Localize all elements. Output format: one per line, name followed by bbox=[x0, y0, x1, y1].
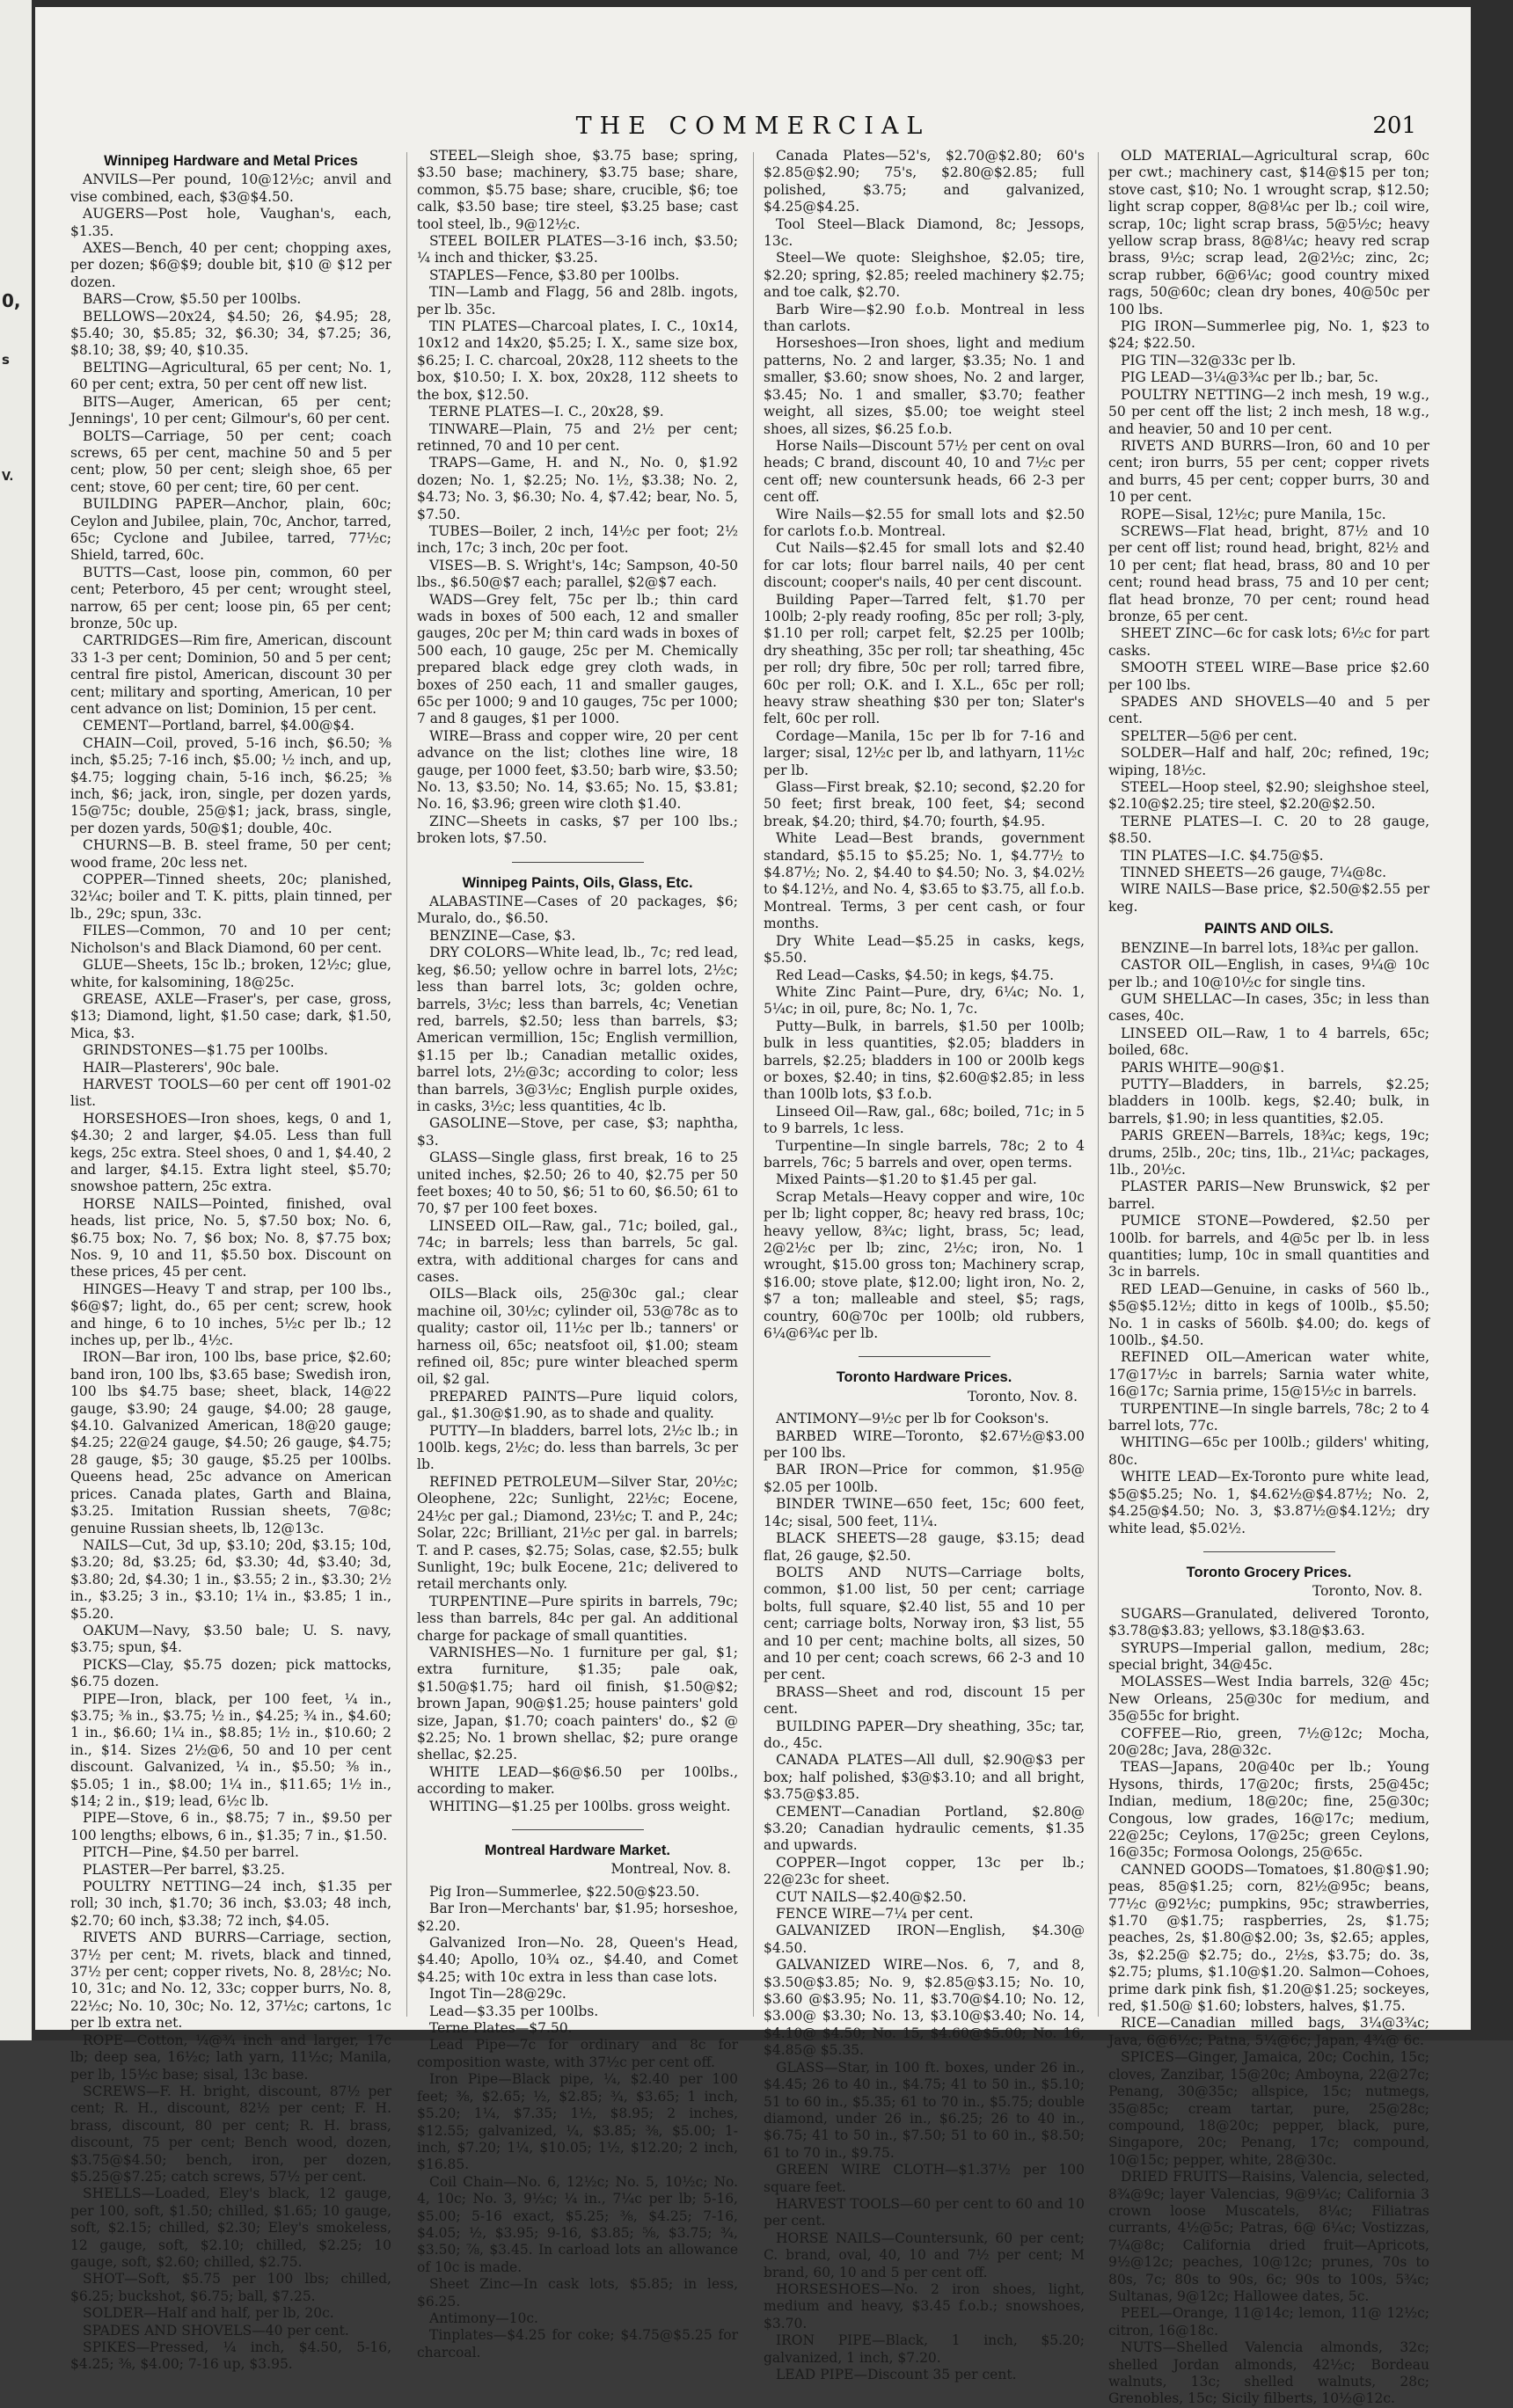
price-entry: STEEL—Hoop steel, $2.90; sleighshoe steel, $2.10@$2.25; tire steel, $2.20@$2.50. bbox=[1108, 779, 1429, 813]
price-entry: BLACK SHEETS—28 gauge, $3.15; dead flat, 26 gauge, $2.50. bbox=[764, 1530, 1085, 1564]
section-heading: Winnipeg Paints, Oils, Glass, Etc. bbox=[462, 874, 693, 891]
price-entry: TURPENTINE—In single barrels, 78c; 2 to 4 barrel lots, 77c. bbox=[1108, 1400, 1429, 1434]
price-entry: TINWARE—Plain, 75 and 2½ per cent; retinned, 70 and 10 per cent. bbox=[417, 420, 738, 454]
price-entry: WIRE NAILS—Base price, $2.50@$2.55 per keg. bbox=[1108, 881, 1429, 915]
price-entry: TURPENTINE—Pure spirits in barrels, 79c; less than barrels, 84c per gal. An additional charge for package of small quantities. bbox=[417, 1593, 738, 1644]
price-entry: HARVEST TOOLS—60 per cent to 60 and 10 per cent. bbox=[764, 2195, 1085, 2229]
price-entry: Iron Pipe—Black pipe, ¼, $2.40 per 100 feet; ⅜, $2.65; ½, $2.85; ¾, $3.65; 1 inch, $5.20; 1¼, $7.35; 1½, $8.95; 2 inches, $12.55; galvanized, ¼, $3.85; ⅜, $5.00; 1-inch, $7.20; 1¼, $10.05; 1½, $12.20; 2 inch, $16.85. bbox=[417, 2071, 738, 2173]
price-entry: TINNED SHEETS—26 gauge, 7¼@8c. bbox=[1121, 865, 1387, 881]
price-entry: LINSEED OIL—Raw, gal., 71c; boiled, gal., 74c; in barrels; less than barrels, 5c gal. extra, with additional charges for cans and cases. bbox=[417, 1217, 738, 1285]
price-entry: SHEET ZINC—6c for cask lots; 6½c for part casks. bbox=[1108, 625, 1429, 659]
price-entry: WADS—Grey felt, 75c per lb.; thin card wads in boxes of 500 each, 12 and smaller gauges, 20c per M; thin card wads in boxes of 500 each, 10 gauge, 25c per M. Chemically prepared black edge grey cloth wads, in boxes of 250 each, 11 and smaller gauges, 65c per 1000; 9 and 10 gauges, 75c per 1000; 7 and 8 gauges, $1 per 1000. bbox=[417, 591, 738, 727]
price-entry: FENCE WIRE—7¼ per cent. bbox=[776, 1906, 974, 1923]
price-entry: ANTIMONY—9½c per lb for Cookson's. bbox=[776, 1411, 1049, 1427]
price-entry: Dry White Lead—$5.25 in casks, kegs, $5.50. bbox=[764, 932, 1085, 967]
price-entry: BUILDING PAPER—Anchor, plain, 60c; Ceylon and Jubilee, plain, 70c, Anchor, tarred, 65c; Cyclone and Jubilee, tarred, 77½c; Shield, tarred, 60c. bbox=[70, 496, 391, 564]
price-entry: CUT NAILS—$2.40@$2.50. bbox=[776, 1888, 967, 1905]
price-entry: VISES—B. S. Wright's, 14c; Sampson, 40-50 lbs., $6.50@$7 each; parallel, $2@$7 each. bbox=[417, 557, 738, 591]
price-entry: BELLOWS—20x24, $4.50; 26, $4.95; 28, $5.40; 30, $5.85; 32, $6.30; 34, $7.25; 36, $8.10; 38, $9; 40, $10.35. bbox=[70, 308, 391, 359]
price-entry: Terne Plates—$7.50. bbox=[429, 2020, 573, 2037]
price-entry: Wire Nails—$2.55 for small lots and $2.50 for carlots f.o.b. Montreal. bbox=[764, 506, 1085, 539]
price-entry: SUGARS—Granulated, delivered Toronto, $3.78@$3.83; yellows, $3.18@$3.63. bbox=[1108, 1605, 1429, 1639]
price-entry: SHOT—Soft, $5.75 per 100 lbs; chilled, $6.25; buckshot, $6.75; ball, $7.25. bbox=[70, 2271, 391, 2304]
column-3 bbox=[764, 148, 1085, 2382]
dateline: Toronto, Nov. 8. bbox=[967, 1388, 1078, 1405]
price-entry: Glass—First break, $2.10; second, $2.20 for 50 feet; first break, 100 feet, $4; second break, $4.20; third, $4.70; fourth, $4.95. bbox=[764, 779, 1085, 829]
price-entry: LEAD PIPE—Discount 35 per cent. bbox=[776, 2367, 1017, 2382]
binding-fragment: V. bbox=[2, 471, 14, 484]
price-entry: PARIS GREEN—Barrels, 18¾c; kegs, 19c; drums, 25lb., 20c; tins, 1lb., 21¼c; packages, 1lb., 20½c. bbox=[1108, 1127, 1429, 1178]
price-entry: Cut Nails—$2.45 for small lots and $2.40 for car lots; flour barrel nails, 40 per cent discount; cooper's nails, 40 per cent discount. bbox=[764, 540, 1085, 591]
price-entry: Barb Wire—$2.90 f.o.b. Montreal in less than carlots. bbox=[764, 301, 1085, 335]
price-entry: IRON PIPE—Black, 1 inch, $5.20; galvanized, 1 inch, $7.20. bbox=[764, 2332, 1085, 2366]
page-header bbox=[35, 113, 1471, 148]
section-heading: Toronto Grocery Prices. bbox=[1186, 1564, 1352, 1580]
price-entry: LINSEED OIL—Raw, 1 to 4 barrels, 65c; boiled, 68c. bbox=[1108, 1025, 1429, 1059]
price-entry: PLASTER—Per barrel, $3.25. bbox=[83, 1861, 285, 1878]
price-entry: CANADA PLATES—All dull, $2.90@$3 per box; half polished, $3@$3.10; and all bright, $3.75@$3.85. bbox=[764, 1752, 1085, 1803]
price-entry: NAILS—Cut, 3d up, $3.10; 20d, $3.15; 10d, $3.20; 8d, $3.25; 6d, $3.30; 4d, $3.40; 3d, $3.80; 2d, $4.30; 1 in., $3.55; 2 in., $3.30; 2½ in., $3.25; 3 in., $3.10; 1¼ in., $3.85; 1 in., $5.20. bbox=[70, 1536, 391, 1622]
price-entry: GLASS—Single glass, first break, 16 to 25 united inches, $2.50; 26 to 40, $2.75 per 50 feet boxes; 40 to 50, $6; 51 to 60, $6.50; 61 to 70, $7 per 100 feet boxes. bbox=[417, 1149, 738, 1217]
price-entry: Horseshoes—Iron shoes, light and medium patterns, No. 2 and larger, $3.35; No. 1 and smaller, $3.60; snow shoes, No. 2 and larger, $3.45; No. 1 and smaller, $3.70; feather weight, all sizes, $5.00; toe weight steel shoes, all sizes, $6.25 f.o.b. bbox=[764, 335, 1085, 437]
price-entry: Turpentine—In single barrels, 78c; 2 to 4 barrels, 76c; 5 barrels and over, open terms. bbox=[764, 1137, 1085, 1171]
price-entry: Lead Pipe—7c for ordinary and 8c for composition waste, with 37½c per cent off. bbox=[417, 2037, 738, 2070]
price-entry: Linseed Oil—Raw, gal., 68c; boiled, 71c; in 5 to 9 barrels, 1c less. bbox=[764, 1103, 1085, 1137]
price-entry: STEEL BOILER PLATES—3-16 inch, $3.50; ¼ inch and thicker, $3.25. bbox=[417, 233, 738, 266]
price-entry: SPADES AND SHOVELS—40 per cent. bbox=[83, 2322, 349, 2339]
price-entry: AUGERS—Post hole, Vaughan's, each, $1.35. bbox=[70, 206, 391, 239]
price-entry: PREPARED PAINTS—Pure liquid colors, gal., $1.30@$1.90, as to shade and quality. bbox=[417, 1388, 738, 1422]
price-entry: GREASE, AXLE—Fraser's, per case, gross, $13; Diamond, light, $1.50 case; dark, $1.50, Mica, $3. bbox=[70, 990, 391, 1041]
price-entry: GUM SHELLAC—In cases, 35c; in less than cases, 40c. bbox=[1108, 990, 1429, 1025]
page-number: 201 bbox=[1372, 113, 1416, 139]
section-heading: Winnipeg Hardware and Metal Prices bbox=[104, 153, 358, 169]
section-heading: Toronto Hardware Prices. bbox=[836, 1369, 1012, 1386]
price-entry: HAIR—Plasterers', 90c bale. bbox=[83, 1059, 280, 1076]
price-entry: BRASS—Sheet and rod, discount 15 per cent. bbox=[764, 1683, 1085, 1718]
price-entry: Tinplates—$4.25 for coke; $4.75@$5.25 for charcoal. bbox=[417, 2327, 738, 2361]
price-entry: OAKUM—Navy, $3.50 bale; U. S. navy, $3.75; spun, $4. bbox=[70, 1622, 391, 1656]
price-entry: TERNE PLATES—I. C. 20 to 28 gauge, $8.50. bbox=[1108, 813, 1429, 847]
price-entry: Horse Nails—Discount 57½ per cent on oval heads; C brand, discount 40, 10 and 7½c per cent off; new countersunk heads, 66 2-3 per cent off. bbox=[764, 437, 1085, 506]
price-entry: HARVEST TOOLS—60 per cent off 1901-02 list. bbox=[70, 1076, 391, 1110]
price-entry: COPPER—Ingot copper, 13c per lb.; 22@23c for sheet. bbox=[764, 1854, 1085, 1888]
binding-fragment: 0, bbox=[2, 290, 21, 311]
price-entry: BENZINE—In barrel lots, 18¾c per gallon. bbox=[1121, 939, 1420, 956]
price-entry: PIG TIN—32@33c per lb. bbox=[1121, 352, 1297, 368]
price-entry: GALVANIZED IRON—English, $4.30@ $4.50. bbox=[764, 1923, 1085, 1956]
price-entry: BINDER TWINE—650 feet, 15c; 600 feet, 14c; sisal, 500 feet, 11¼. bbox=[764, 1496, 1085, 1529]
price-entry: GALVANIZED WIRE—Nos. 6, 7, and 8, $3.50@$3.85; No. 9, $2.85@$3.15; No. 10, $3.60 @$3.95; No. 11, $3.70@$4.10; No. 12, $3.00@ $3.30; No. 13, $3.10@$3.40; No. 14, $4.10@ $4.50; No. 15, $4.60@$5.00; No. 16, $4.85@ $5.35. bbox=[764, 1957, 1085, 2059]
section-separator bbox=[512, 862, 644, 863]
price-entry: WHITE LEAD—$6@$6.50 per 100lbs., according to maker. bbox=[417, 1763, 738, 1798]
price-entry: BENZINE—Case, $3. bbox=[429, 927, 576, 944]
price-entry: PUTTY—Bladders, in barrels, $2.25; bladders in 100lb. kegs, $2.40; bulk, in barrels, $1.90; in less quantities, $2.05. bbox=[1108, 1076, 1429, 1127]
dateline: Toronto, Nov. 8. bbox=[1312, 1583, 1422, 1600]
section-separator bbox=[512, 1829, 644, 1830]
price-entry: PIG IRON—Summerlee pig, No. 1, $23 to $24; $22.50. bbox=[1108, 318, 1429, 352]
price-entry: BITS—Auger, American, 65 per cent; Jennings', 10 per cent; Gilmour's, 60 per cent. bbox=[70, 393, 391, 427]
price-entry: CASTOR OIL—English, in cases, 9¼@ 10c per lb.; and 10@10½c for single tins. bbox=[1108, 957, 1429, 990]
price-entry: OILS—Black oils, 25@30c gal.; clear machine oil, 30½c; cylinder oil, 53@78c as to quality; castor oil, 11½c per lb.; tanners' or harness oil, 65c; neatsfoot oil, $1.00; steam refined oil, 85c; pure winter bleached sperm oil, $2 gal. bbox=[417, 1286, 738, 1388]
binding-fragment: s bbox=[2, 352, 10, 368]
price-entry: TERNE PLATES—I. C., 20x28, $9. bbox=[429, 404, 664, 420]
column-rule bbox=[406, 152, 407, 2017]
price-entry: ROPE—Sisal, 12½c; pure Manila, 15c. bbox=[1121, 506, 1386, 522]
price-entry: SPICES—Ginger, Jamaica, 20c; Cochin, 15c; cloves, Zanzibar, 15@20c; Amboyna, 22@27c; Penang, 30@35c; allspice, 15c; nutmegs, 35@85c; cream tartar, pure, 25@28c; compound, 18@20c; pepper, black, pure, Singapore, 20c; Penang, 17c; compound, 10@15c; pepper, white, 28@30c. bbox=[1108, 2049, 1429, 2168]
price-entry: WIRE—Brass and copper wire, 20 per cent advance on the list; clothes line wire, 18 gauge, per 1000 feet, $3.50; barb wire, $3.50; No. 13, $3.50; No. 14, $3.65; No. 15, $3.81; No. 16, $3.96; green wire cloth $1.40. bbox=[417, 727, 738, 813]
newspaper-page bbox=[35, 7, 1471, 2407]
price-entry: OLD MATERIAL—Agricultural scrap, 60c per cwt.; machinery cast, $14@$15 per ton; stove cast, $10; No. 1 wrought scrap, $12.50; light scrap copper, 8@8¼c per lb.; coil wire, scrap, 10c; light scrap brass, 5@5½c; heavy yellow scrap brass, 8@8¼c; heavy red scrap brass, 9½c; scrap lead, 2@2½c; zinc, 2c; scrap rubber, 6@6¼c; good country mixed rags, 50@60c; clean dry bones, 40@50c per 100 lbs. bbox=[1108, 148, 1429, 317]
price-entry: HORSESHOES—Iron shoes, kegs, 0 and 1, $4.30; 2 and larger, $4.05. Less than full kegs, 25c extra. Steel shoes, 0 and 1, $4.40, 2 and larger, $4.15. Extra light steel, $5.70; snowshoe pattern, 25c extra. bbox=[70, 1110, 391, 1195]
price-entry: PARIS WHITE—90@$1. bbox=[1121, 1059, 1285, 1076]
price-entry: CARTRIDGES—Rim fire, American, discount 33 1-3 per cent; Dominion, 50 and 5 per cent; central fire pistol, American, discount 30 per cent; military and sporting, American, 10 per cent advance on list; Dominion, 15 per cent. bbox=[70, 632, 391, 717]
price-entry: HORSE NAILS—Countersunk, 60 per cent; C. brand, oval, 40, 10 and 7½ per cent; M brand, 60, 10 and 5 per cent off. bbox=[764, 2229, 1085, 2280]
price-entry: PICKS—Clay, $5.75 dozen; pick mattocks, $6.75 dozen. bbox=[70, 1656, 391, 1690]
section-separator bbox=[1203, 1551, 1335, 1552]
price-entry: TUBES—Boiler, 2 inch, 14½c per foot; 2½ inch, 17c; 3 inch, 20c per foot. bbox=[417, 522, 738, 557]
column-rule bbox=[1098, 152, 1099, 2017]
price-entry: RIVETS AND BURRS—Iron, 60 and 10 per cent; iron burrs, 55 per cent; copper rivets and burrs, 45 per cent; copper burrs, 30 and 10 per cent. bbox=[1108, 437, 1429, 506]
price-entry: BOLTS AND NUTS—Carriage bolts, common, $1.00 list, 50 per cent; carriage bolts, full square, $2.40 list, 55 and 10 per cent; carriage bolts, Norway iron, $3 list, 55 and 10 per cent; machine bolts, all sizes, 50 and 10 per cent; coach screws, 66 2-3 and 10 per cent. bbox=[764, 1564, 1085, 1683]
price-entry: RED LEAD—Genuine, in casks of 560 lb., $5@$5.12½; ditto in kegs of 100lb., $5.50; No. 1 in casks of 560lb. $4.00; do. kegs of 100lb., $4.50. bbox=[1108, 1281, 1429, 1349]
price-entry: PEEL—Orange, 11@14c; lemon, 11@ 12½c; citron, 16@18c. bbox=[1108, 2305, 1429, 2339]
price-entry: SPELTER—5@6 per cent. bbox=[1121, 727, 1297, 744]
price-entry: PIG LEAD—3¼@3¾c per lb.; bar, 5c. bbox=[1121, 369, 1379, 386]
price-entry: Pig Iron—Summerlee, $22.50@$23.50. bbox=[429, 1883, 700, 1900]
price-entry: Cordage—Manila, 15c per lb for 7-16 and larger; sisal, 12½c per lb, and lathyarn, 11½c per lb. bbox=[764, 727, 1085, 778]
price-entry: BELTING—Agricultural, 65 per cent; No. 1, 60 per cent; extra, 50 per cent off new list. bbox=[70, 359, 391, 393]
price-entry: Building Paper—Tarred felt, $1.70 per 100lb; 2-ply ready roofing, 85c per roll; 3-ply, $1.10 per roll; carpet felt, $2.25 per 100lb; dry sheathing, 35c per roll; tar sheathing, 45c per roll; dry fibre, 50c per roll; tarred fibre, 60c per roll; O.K. and I. X.L., 65c per roll; heavy straw sheathing $30 per ton; Slater's felt, 60c per roll. bbox=[764, 591, 1085, 727]
price-entry: Steel—We quote: Sleighshoe, $2.05; tire, $2.20; spring, $2.85; reeled machinery $2.75; and toe calk, $2.70. bbox=[764, 250, 1085, 301]
price-entry: CANNED GOODS—Tomatoes, $1.80@$1.90; peas, 85@$1.25; corn, 82½@95c; beans, 77½c @92½c; pumpkins, 95c; strawberries, $1.70 @$1.75; raspberries, 2s, $1.75; peaches, 2s, $1.80@$2.00; 3s, $2.65; apples, 3s, $2.25@ $2.75; do., 2½s, $3.75; do. 3s, $2.75; plums, $1.10@$1.20. Salmon—Cohoes, prime dark pink fish, $1.20@$1.25; sockeyes, red, $1.50@ $1.60; lobsters, halves, $1.75. bbox=[1108, 1861, 1429, 2015]
price-entry: AXES—Bench, 40 per cent; chopping axes, per dozen; $6@$9; double bit, $10 @ $12 per dozen. bbox=[70, 240, 391, 290]
price-entry: PLASTER PARIS—New Brunswick, $2 per barrel. bbox=[1108, 1178, 1429, 1212]
price-entry: RIVETS AND BURRS—Carriage, section, 37½ per cent; M. rivets, black and tinned, 37½ per cent; copper rivets, No. 8, 28½c; No. 10, 31c; and No. 12, 33c; copper burrs, No. 8, 22½c; No. 10, 30c; No. 12, 37½c; cartons, 1c per lb extra net. bbox=[70, 1930, 391, 2032]
price-entry: DRIED FRUITS—Raisins, Valencia, selected, 8¾@9c; layer Valencias, 9@9¼c; California 3 crown loose Muscatels, 8¼c; Filiatras currants, 4½@5c; Patras, 6@ 6¼c; Vostizzas, 7¼@8c; California dried fruit—Apricots, 9½@12c; peaches, 10@12c; prunes, 70s to 80s, 7c; 80s to 90s, 6c; 90s to 100s, 5¾c; Sultanas, 9@12c; Hallowee dates, 5c. bbox=[1108, 2169, 1429, 2304]
price-entry: CHURNS—B. B. steel frame, 50 per cent; wood frame, 20c less net. bbox=[70, 837, 391, 871]
price-entry: PITCH—Pine, $4.50 per barrel. bbox=[83, 1844, 299, 1861]
price-entry: SYRUPS—Imperial gallon, medium, 28c; special bright, 34@45c. bbox=[1108, 1639, 1429, 1673]
price-entry: REFINED PETROLEUM—Silver Star, 20½c; Oleophene, 22c; Sunlight, 22½c; Eocene, 24½c per gal.; Diamond, 23½c; T. and P., 24c; Solar, 22c; Brilliant, 21½c per gal. in barrels; T. and P. cases, $2.75; Solas, case, $2.55; bulk Sunlight, 19c; bulk Eocene, 21c; delivered to retail merchants only. bbox=[417, 1473, 738, 1593]
price-entry: Canada Plates—52's, $2.70@$2.80; 60's $2.85@$2.90; 75's, $2.80@$2.85; full polished, $3.75; and galvanized, $4.25@$4.25. bbox=[764, 148, 1085, 215]
price-entry: WHITE LEAD—Ex-Toronto pure white lead, $5@$5.25; No. 1, $4.62½@$4.87½; No. 2, $4.25@$4.50; No. 3, $3.87½@$4.12½; dry white lead, $5.02½. bbox=[1108, 1469, 1429, 1536]
price-entry: BUILDING PAPER—Dry sheathing, 35c; tar, do., 45c. bbox=[764, 1718, 1085, 1751]
price-entry: BAR IRON—Price for common, $1.95@ $2.05 per 100lb. bbox=[764, 1462, 1085, 1495]
price-entry: CEMENT—Portland, barrel, $4.00@$4. bbox=[83, 718, 354, 734]
price-entry: PIPE—Iron, black, per 100 feet, ¼ in., $3.75; ⅜ in., $3.75; ½ in., $4.25; ¾ in., $4.60; 1 in., $6.60; 1¼ in., $8.85; 1½ in., $10.60; 2 in., $14. Sizes 2½@6, 50 and 10 per cent discount. Galvanized, ¼ in., $5.50; ⅜ in., $5.05; 1 in., $8.00; 1¼ in., $11.65; 1½ in., $14; 2 in., $19; lead, 6½c lb. bbox=[70, 1690, 391, 1809]
price-entry: STAPLES—Fence, $3.80 per 100lbs. bbox=[429, 266, 680, 283]
dateline: Montreal, Nov. 8. bbox=[610, 1861, 731, 1878]
price-entry: CEMENT—Canadian Portland, $2.80@ $3.20; Canadian hydraulic cements, $1.35 and upwards. bbox=[764, 1803, 1085, 1854]
price-entry: SPIKES—Pressed, ¼ inch, $4.50, 5-16, $4.25; ⅜, $4.00; 7-16 up, $3.95. bbox=[70, 2339, 391, 2373]
price-entry: RICE—Canadian milled bags, 3¼@3¾c; Java, 6@6½c; Patna, 5¼@6c; Japan, 4¾@ 6c. bbox=[1108, 2015, 1429, 2048]
price-entry: GLASS—Star, in 100 ft. boxes, under 26 in., $4.45; 26 to 40 in., $4.75; 41 to 50 in., $5.10; 51 to 60 in., $5.35; 61 to 70 in., $5.75; double diamond, under 26 in., $6.25; 26 to 40 in., $6.75; 41 to 50 in., $7.50; 51 to 60 in., $8.50; 61 to 70 in., $9.75. bbox=[764, 2059, 1085, 2161]
price-entry: HORSESHOES—No. 2 iron shoes, light, medium and heavy, $3.45 f.o.b.; snowshoes, $3.70. bbox=[764, 2280, 1085, 2331]
price-entry: FILES—Common, 70 and 10 per cent; Nicholson's and Black Diamond, 60 per cent. bbox=[70, 923, 391, 956]
price-entry: GASOLINE—Stove, per case, $3; naphtha, $3. bbox=[417, 1115, 738, 1149]
price-entry: BUTTS—Cast, loose pin, common, 60 per cent; Peterboro, 45 per cent; wrought steel, narrow, 65 per cent; loose pin, 65 per cent; bronze, 50c up. bbox=[70, 564, 391, 631]
price-entry: SCREWS—F. H. bright, discount, 87½ per cent; R. H., discount, 82½ per cent; F. H. brass, discount, 80 per cent; R. H. brass, discount, 75 per cent; Bench wood, dozen, $3.75@$4.50; bench, iron, per dozen, $5.25@$7.25; catch screws, 57½ per cent. bbox=[70, 2083, 391, 2185]
price-entry: PIPE—Stove, 6 in., $8.75; 7 in., $9.50 per 100 lengths; elbows, 6 in., $1.35; 7 in., $1.50. bbox=[70, 1810, 391, 1843]
section-heading: PAINTS AND OILS. bbox=[1204, 921, 1334, 938]
price-entry: White Lead—Best brands, government standard, $5.15 to $5.25; No. 1, $4.77½ to $4.87½; No. 2, $4.40 to $4.50; No. 3, $4.02½ to $4.12½, and No. 4, $3.65 to $3.75, all f.o.b. Montreal. Terms, 3 per cent cash, or four months. bbox=[764, 830, 1085, 932]
price-entry: Scrap Metals—Heavy copper and wire, 10c per lb; light copper, 8c; heavy red brass, 10c; heavy yellow, 8¾c; light, brass, 5c; lead, 2@2½c per lb; zinc, 2½c; iron, No. 1 wrought, $15.00 gross ton; Machinery scrap, $16.00; stove plate, $12.00; light iron, No. 2, $7 a ton; malleable and steel, $5; rags, country, 60@70c per 100lb; old rubbers, 6¼@6¾c per lb. bbox=[764, 1188, 1085, 1342]
price-entry: GRINDSTONES—$1.75 per 100lbs. bbox=[83, 1042, 328, 1059]
price-entry: CHAIN—Coil, proved, 5-16 inch, $6.50; ⅜ inch, $5.25; 7-16 inch, $5.00; ½ inch, and up, $4.75; logging chain, 5-16 inch, $6.25; ⅜ inch, $6; jack, iron, single, per dozen yards, 15@75c; double, 25@$1; jack, brass, single, per dozen yards, 50@$1; double, 40c. bbox=[70, 734, 391, 836]
price-entry: COPPER—Tinned sheets, 20c; planished, 32¼c; boiler and T. K. pitts, plain tinned, per lb., 29c; spun, 33c. bbox=[70, 872, 391, 922]
price-entry: GREEN WIRE CLOTH—$1.37½ per 100 square feet. bbox=[764, 2162, 1085, 2195]
price-entry: Sheet Zinc—In cask lots, $5.85; in less, $6.25. bbox=[417, 2276, 738, 2309]
price-entry: POULTRY NETTING—24 inch, $1.35 per roll; 30 inch, $1.70; 36 inch, $3.03; 48 inch, $2.70; 60 inch, $3.38; 72 inch, $4.05. bbox=[70, 1879, 391, 1929]
price-entry: ALABASTINE—Cases of 20 packages, $6; Muralo, do., $6.50. bbox=[417, 894, 738, 927]
price-entry: TIN—Lamb and Flagg, 56 and 28lb. ingots, per lb. 35c. bbox=[417, 284, 738, 317]
price-entry: PUTTY—In bladders, barrel lots, 2½c lb.; in 100lb. kegs, 2½c; do. less than barrels, 3c per lb. bbox=[417, 1422, 738, 1473]
price-entry: WHITING—$1.25 per 100lbs. gross weight. bbox=[429, 1798, 731, 1814]
price-entry: PUMICE STONE—Powdered, $2.50 per 100lb. for barrels, and 4@5c per lb. in less quantities; lump, 10c in small quantities and 3c in barrels. bbox=[1108, 1213, 1429, 1281]
price-entry: HORSE NAILS—Pointed, finished, oval heads, list price, No. 5, $7.50 box; No. 6, $6.75 box; No. 7, $6 box; No. 8, $7.75 box; Nos. 9, 10 and 11, $5.50 box. Discount on these prices, 45 per cent. bbox=[70, 1195, 391, 1281]
price-entry: DRY COLORS—White lead, lb., 7c; red lead, keg, $6.50; yellow ochre in barrel lots, 2½c; less than barrel lots, 3c; golden ochre, barrels, 3½c; less than barrels, 4c; Venetian red, barrels, $2.50; less than barrels, $3; American vermillion, 15c; English vermillion, $1.15 per lb.; Canadian metallic oxides, barrel lots, 2½@3c; according to color; less than barrels, 3@3½c; English purple oxides, in casks, 3½c; less quantities, 4c lb. bbox=[417, 945, 738, 1114]
price-entry: NUTS—Shelled Valencia almonds, 32c; shelled Jordan almonds, 42½c; Bordeau walnuts, 13c; shelled walnuts, 28c; Grenobles, 15c; Sicily filberts, 10½@12c. bbox=[1108, 2339, 1429, 2407]
price-entry: SOLDER—Half and half, per lb, 20c. bbox=[83, 2305, 334, 2322]
price-entry: TIN PLATES—I.C. $4.75@$5. bbox=[1121, 847, 1324, 864]
price-entry: IRON—Bar iron, 100 lbs, base price, $2.60; band iron, 100 lbs, $3.65 base; Swedish iron, 100 lbs $4.75 base; sheet, black, 14@22 gauge, $3.90; 24 gauge, $4.00; 28 gauge, $4.10. Galvanized American, 18@20 gauge; $4.25; 22@24 gauge, $4.50; 26 gauge, $4.75; 28 gauge, $5; 30 gauge, $5.25 per 100lbs. Queens head, 25c advance on American prices. Canada plates, Garth and Blaina, $3.25. Imitation Russian sheets, 7@8c; genuine Russian sheets, lb, 12@13c. bbox=[70, 1349, 391, 1536]
price-entry: BARBED WIRE—Toronto, $2.67½@$3.00 per 100 lbs. bbox=[764, 1427, 1085, 1462]
price-entry: GLUE—Sheets, 15c lb.; broken, 12½c; glue, white, for kalsomining, 18@25c. bbox=[70, 957, 391, 990]
price-entry: TIN PLATES—Charcoal plates, I. C., 10x14, 10x12 and 14x20, $5.25; I. X., same size box, $6.25; I. C. charcoal, 20x28, 112 sheets to the box, $10.50; I. X. box, 20x28, 112 sheets to the box, $12.50. bbox=[417, 318, 738, 403]
price-entry: SHELLS—Loaded, Eley's black, 12 gauge, per 100, soft, $1.50; chilled, $1.65; 10 gauge, soft, $2.15; chilled, $2.30; Eley's smokeless, 12 gauge, soft, $2.10; chilled, $2.25; 10 gauge, soft, $2.60; chilled, $2.75. bbox=[70, 2185, 391, 2270]
price-entry: TEAS—Japans, 20@40c per lb.; Young Hysons, thirds, 17@20c; firsts, 25@45c; Indian, medium, 18@20c; fine, 25@30c; Congous, low grades, 16@17c; medium, 22@25c; Ceylons, 17@25c; green Ceylons, 16@35c; Formosa Oolongs, 25@65c. bbox=[1108, 1759, 1429, 1861]
price-entry: Bar Iron—Merchants' bar, $1.95; horseshoe, $2.20. bbox=[417, 1901, 738, 1934]
running-head: THE COMMERCIAL bbox=[575, 113, 931, 140]
price-entry: SCREWS—Flat head, bright, 87½ and 10 per cent off list; round head, bright, 82½ and 10 per cent; flat head, brass, 80 and 10 per cent; round head brass, 75 and 10 per cent; flat head bronze, 70 per cent; round head bronze, 65 per cent. bbox=[1108, 522, 1429, 624]
price-entry: BARS—Crow, $5.50 per 100lbs. bbox=[83, 291, 302, 308]
price-entry: Antimony—10c. bbox=[429, 2309, 538, 2326]
price-entry: REFINED OIL—American water white, 17@17½c in barrels; Sarnia water white, 16@17c; Sarnia prime, 15@15½c in barrels. bbox=[1108, 1349, 1429, 1400]
price-entry: SMOOTH STEEL WIRE—Base price $2.60 per 100 lbs. bbox=[1108, 660, 1429, 693]
price-entry: Tool Steel—Black Diamond, 8c; Jessops, 13c. bbox=[764, 215, 1085, 250]
column-rule bbox=[753, 152, 754, 2017]
price-entry: MOLASSES—West India barrels, 32@ 45c; New Orleans, 25@30c for medium, and 35@55c for bright. bbox=[1108, 1674, 1429, 1725]
price-entry: HINGES—Heavy T and strap, per 100 lbs., $6@$7; light, do., 65 per cent; screw, hook and hinge, 6 to 10 inches, 5½c per lb.; 12 inches up, per lb., 4½c. bbox=[70, 1281, 391, 1349]
binding-strip bbox=[0, 0, 32, 2040]
section-heading: Montreal Hardware Market. bbox=[485, 1842, 670, 1858]
price-entry: White Zinc Paint—Pure, dry, 6¼c; No. 1, 5¼c; in oil, pure, 8c; No. 1, 7c. bbox=[764, 983, 1085, 1018]
price-entry: ANVILS—Per pound, 10@12½c; anvil and vise combined, each, $3@$4.50. bbox=[70, 171, 391, 205]
price-entry: SOLDER—Half and half, 20c; refined, 19c; wiping, 18½c. bbox=[1108, 745, 1429, 778]
price-entry: STEEL—Sleigh shoe, $3.75 base; spring, $3.50 base; machinery, $3.75 base; share, common, $5.75 base; share, crucible, $6; toe calk, $3.50 base; tire steel, $3.25 base; cast tool steel, lb., 9@12½c. bbox=[417, 148, 738, 232]
price-entry: SPADES AND SHOVELS—40 and 5 per cent. bbox=[1108, 694, 1429, 727]
column-1 bbox=[70, 148, 391, 2373]
price-entry: Red Lead—Casks, $4.50; in kegs, $4.75. bbox=[776, 967, 1055, 983]
price-entry: ZINC—Sheets in casks, $7 per 100 lbs.; broken lots, $7.50. bbox=[417, 813, 738, 847]
column-4 bbox=[1108, 148, 1429, 2407]
price-entry: ROPE—Cotton, ¼@¾ inch and larger, 17c lb; deep sea, 16½c; lath yarn, 11½c; Manila, per lb, 15½c base; sisal, 13c base. bbox=[70, 2032, 391, 2083]
price-entry: VARNISHES—No. 1 furniture per gal, $1; extra furniture, $1.35; pale oak, $1.50@$1.75; hard oil finish, $1.50@$2; brown Japan, 90@$1.25; house painters' gold size, Japan, $1.70; coach painters' do., $2 @ $2.25; No. 1 brown shellac, $2; pure orange shellac, $2.25. bbox=[417, 1644, 738, 1763]
price-entry: POULTRY NETTING—2 inch mesh, 19 w.g., 50 per cent off the list; 2 inch mesh, 18 w.g., and heavier, 50 and 10 per cent. bbox=[1108, 386, 1429, 437]
price-entry: WHITING—65c per 100lb.; gilders' whiting, 80c. bbox=[1108, 1434, 1429, 1468]
price-entry: Lead—$3.35 per 100lbs. bbox=[429, 2003, 599, 2019]
price-entry: Galvanized Iron—No. 28, Queen's Head, $4.40; Apollo, 10¾ oz., $4.40, and Comet $4.25; with 10c extra in less than case lots. bbox=[417, 1935, 738, 1985]
section-separator bbox=[859, 1356, 990, 1357]
price-entry: Putty—Bulk, in barrels, $1.50 per 100lb; bulk in less quantities, $2.05; bladders in barrels, $2.25; bladders in 100 or 200lb kegs or boxes, $2.40; in tins, $2.60@$2.85; in less than 100lb lots, $3 f.o.b. bbox=[764, 1018, 1085, 1103]
price-entry: Ingot Tin—28@29c. bbox=[429, 1986, 566, 2003]
column-2 bbox=[417, 148, 738, 2361]
price-entry: TRAPS—Game, H. and N., No. 0, $1.92 dozen; No. 1, $2.25; No. 1½, $3.38; No. 2, $4.73; No. 3, $6.30; No. 4, $7.42; bear, No. 5, $7.50. bbox=[417, 455, 738, 522]
price-entry: BOLTS—Carriage, 50 per cent; coach screws, 65 per cent, machine 50 and 5 per cent; plow, 50 per cent; sleigh shoe, 65 per cent; stove, 60 per cent; tire, 60 per cent. bbox=[70, 427, 391, 495]
price-entry: Coil Chain—No. 6, 12½c; No. 5, 10½c; No. 4, 10c; No. 3, 9½c; ¼ in., 7¼c per lb; 5-16, $5.00; 5-16 exact, $5.25; ⅜, $4.25; 7-16, $4.05; ½, $3.95; 9-16, $3.85; ⅝, $3.75; ¾, $3.50; ⅞, $3.45. In carload lots an allowance of 10c is made. bbox=[417, 2173, 738, 2275]
price-entry: Mixed Paints—$1.20 to $1.45 per gal. bbox=[776, 1171, 1037, 1188]
price-entry: COFFEE—Rio, green, 7½@12c; Mocha, 20@28c; Java, 28@32c. bbox=[1108, 1725, 1429, 1758]
